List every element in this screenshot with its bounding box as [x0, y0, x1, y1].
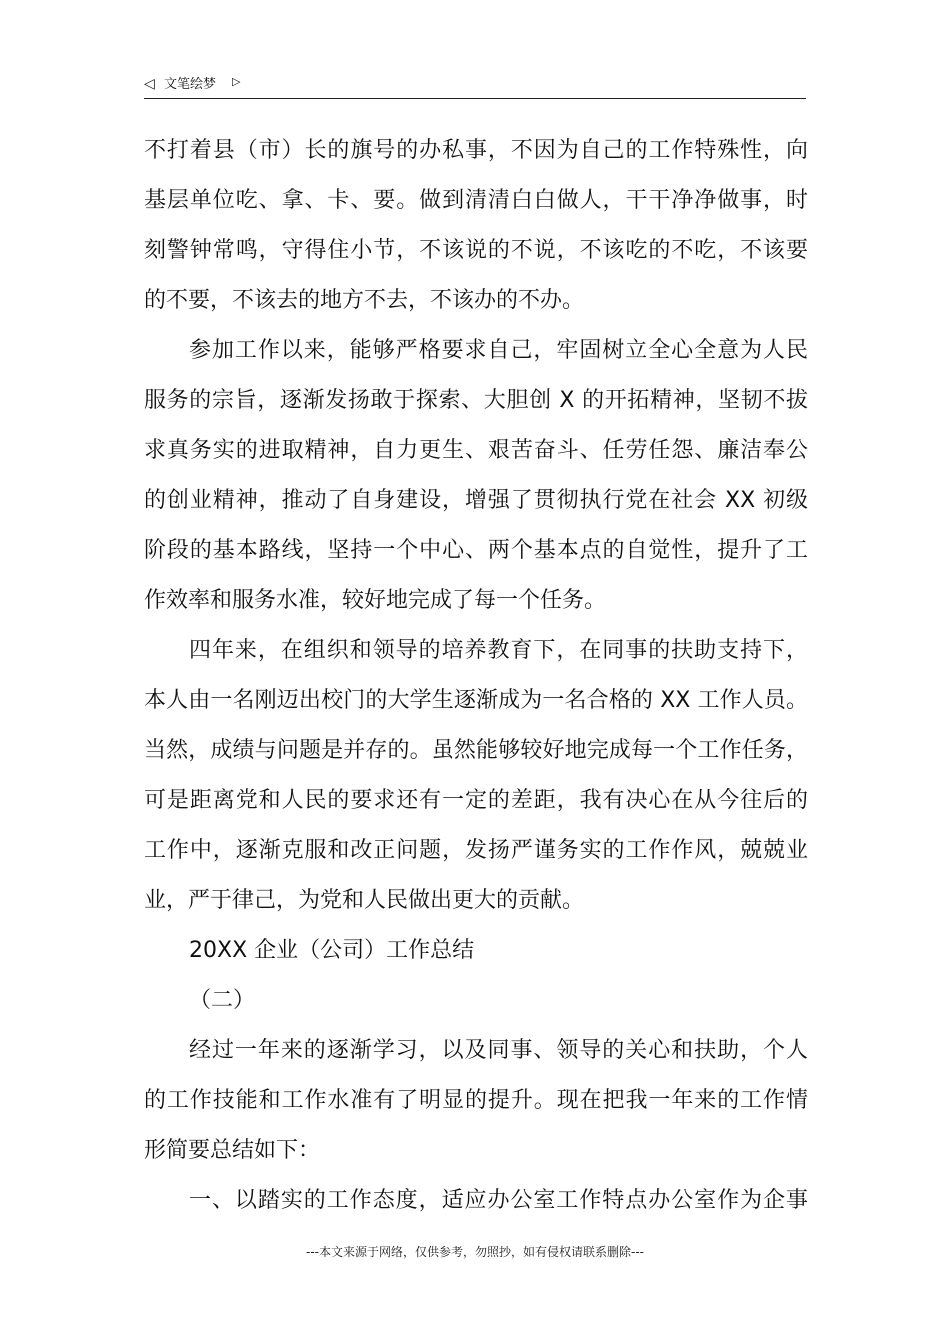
document-body [144, 126, 808, 1226]
body-line: 四年来，在组织和领导的培养教育下，在同事的扶助支持下， [189, 638, 808, 663]
body-line: 的工作技能和工作水准有了明显的提升。现在把我一年来的工作情 [144, 1088, 808, 1113]
body-line: 经过一年来的逐渐学习，以及同事、领导的关心和扶助，个人 [189, 1038, 808, 1063]
right-triangle-icon: ▷ [232, 75, 241, 88]
body-line: 刻警钟常鸣，守得住小节，不该说的不说，不该吃的不吃，不该要 [144, 238, 808, 263]
page-header [144, 72, 806, 99]
section-title: 20XX 企业（公司）工作总结 [189, 938, 475, 963]
body-line: 当然，成绩与问题是并存的。虽然能够较好地完成每一个工作任务， [144, 738, 808, 763]
body-line: 不打着县（市）长的旗号的办私事，不因为自己的工作特殊性，向 [144, 138, 808, 163]
body-line: 求真务实的进取精神，自力更生、艰苦奋斗、任劳任怨、廉洁奉公 [144, 438, 808, 463]
left-triangle-icon: ◁ [144, 76, 155, 92]
body-line: 工作中，逐渐克服和改正问题，发扬严谨务实的工作作风，兢兢业 [144, 838, 808, 863]
body-line: 作效率和服务水准，较好地完成了每一个任务。 [144, 588, 607, 613]
body-line: 阶段的基本路线，坚持一个中心、两个基本点的自觉性，提升了工 [144, 538, 808, 563]
body-line: 服务的宗旨，逐渐发扬敢于探索、大胆创 X 的开拓精神，坚韧不拔 [144, 388, 808, 413]
body-line: 可是距离党和人民的要求还有一定的差距，我有决心在从今往后的 [144, 788, 808, 813]
header-title: 文笔绘梦 [164, 77, 217, 92]
footer-disclaimer: ---本文来源于网络，仅供参考，勿照抄，如有侵权请联系删除--- [306, 1245, 644, 1259]
body-line: 的创业精神，推动了自身建设，增强了贯彻执行党在社会 XX 初级 [144, 488, 808, 513]
body-line: 本人由一名刚迈出校门的大学生逐渐成为一名合格的 XX 工作人员。 [144, 688, 808, 713]
body-line: 业，严于律己，为党和人民做出更大的贡献。 [144, 888, 585, 913]
body-line: 的不要，不该去的地方不去，不该办的不办。 [144, 288, 585, 313]
body-line: 一、以踏实的工作态度，适应办公室工作特点办公室作为企事 [189, 1188, 808, 1213]
section-number: （二） [189, 988, 256, 1013]
body-line: 形简要总结如下： [144, 1138, 321, 1163]
body-line: 基层单位吃、拿、卡、要。做到清清白白做人，干干净净做事，时 [144, 188, 808, 213]
body-line: 参加工作以来，能够严格要求自己，牢固树立全心全意为人民 [189, 338, 808, 363]
